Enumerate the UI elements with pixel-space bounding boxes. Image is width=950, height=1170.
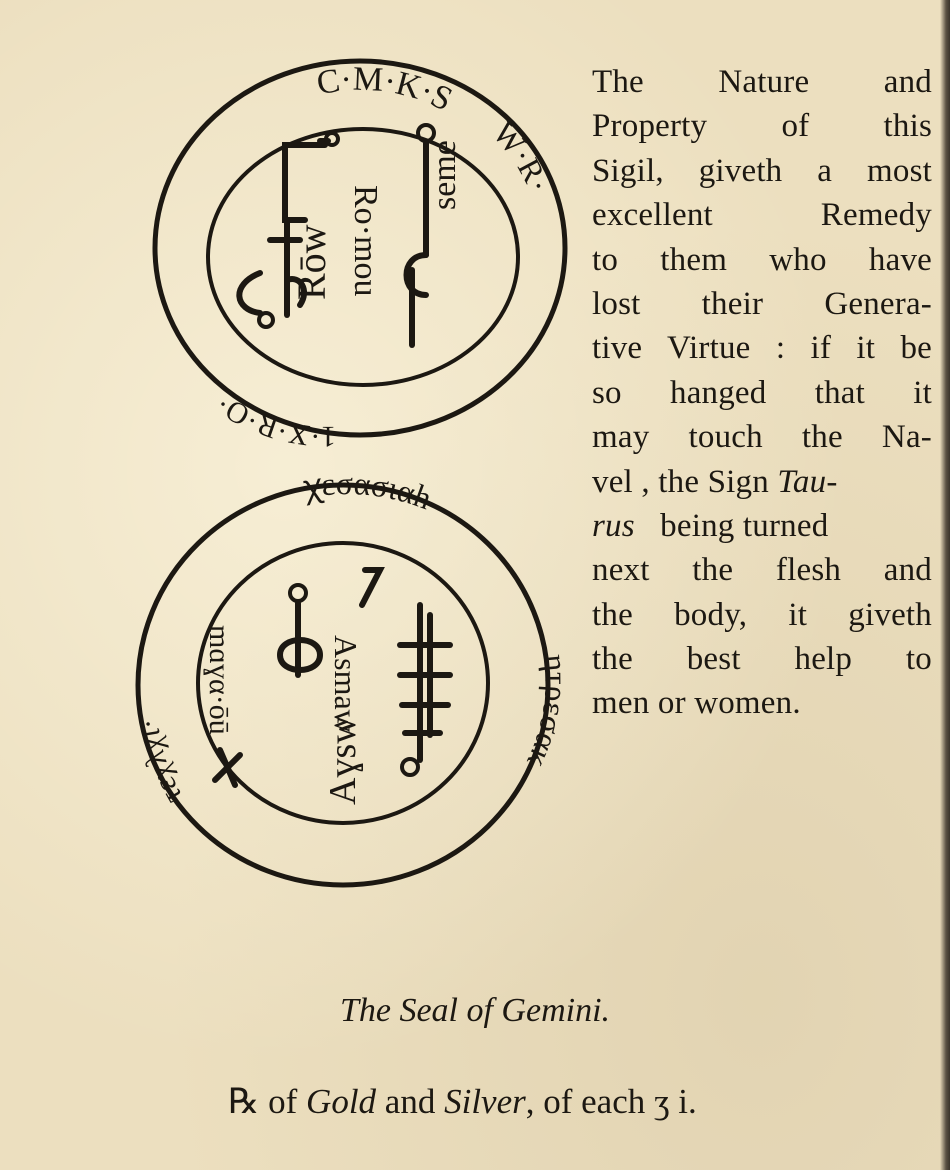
text-line: [592, 504, 932, 548]
upper-seal-drawing: [150, 55, 570, 453]
text-line: The Nature and: [592, 64, 932, 100]
upper-ring-right-text: W·R·: [486, 114, 558, 198]
text-line: men or women.: [592, 685, 801, 722]
recipe-text: , of each ʒ i.: [525, 1082, 697, 1121]
recipe-text: of: [259, 1082, 307, 1121]
upper-ring-left-text: 1·X·R·O·: [209, 387, 336, 453]
text-line: excellent Remedy: [592, 197, 932, 234]
seal-caption: The Seal of Gemini.: [339, 992, 611, 1029]
upper-inner-word-b: seme: [426, 140, 463, 210]
upper-seal: [150, 55, 570, 453]
recipe-text: and: [376, 1082, 445, 1121]
italic-run: rus: [592, 507, 635, 544]
lower-inner-word-c: Aɣsw: [322, 716, 364, 805]
lower-seal: [130, 465, 575, 895]
sigil-description: [592, 60, 932, 726]
text-line: the best help to: [592, 641, 932, 678]
text-line: so hanged that it: [592, 374, 932, 411]
recipe-gold: Gold: [306, 1082, 377, 1121]
text-line: lost their Genera-: [592, 285, 932, 322]
text-run: being turned: [660, 507, 829, 544]
text-line: Property of this: [592, 108, 932, 145]
text-line: the body, it giveth: [592, 596, 932, 633]
lower-sigil-ladder: [400, 605, 450, 775]
text-line: next the flesh and: [592, 552, 932, 589]
lower-seal-drawing: [130, 465, 575, 895]
lower-inner-word-b: Asmaw: [328, 635, 364, 733]
lower-inner-word-a: mɑɣα·ōū: [203, 625, 236, 735]
lower-ring-right-text: ητρεσακ: [520, 652, 575, 774]
text-line: to them who have: [592, 241, 932, 278]
text-run: vel , the Sign: [592, 463, 769, 500]
text-line: Sigil, giveth a most: [592, 152, 932, 189]
lower-ring-top-text: ꭓεσασιαh: [300, 465, 437, 517]
page-edge-shadow: [940, 0, 950, 1170]
recipe-symbol: ℞: [228, 1082, 260, 1121]
text-line: [592, 460, 932, 504]
lower-ring-left-text: τεχλχι·: [131, 717, 190, 810]
upper-inner-word-a: Ro·mou: [347, 185, 384, 297]
text-line: may touch the Na-: [592, 419, 932, 456]
recipe-line: [228, 1082, 697, 1122]
italic-run: Tau-: [777, 463, 838, 500]
upper-ring-top-text: C·M·K·S: [314, 60, 458, 119]
text-line: tive Virtue : if it be: [592, 330, 932, 367]
recipe-silver: Silver: [444, 1082, 526, 1121]
upper-inner-word-c: Rōw: [289, 224, 334, 300]
